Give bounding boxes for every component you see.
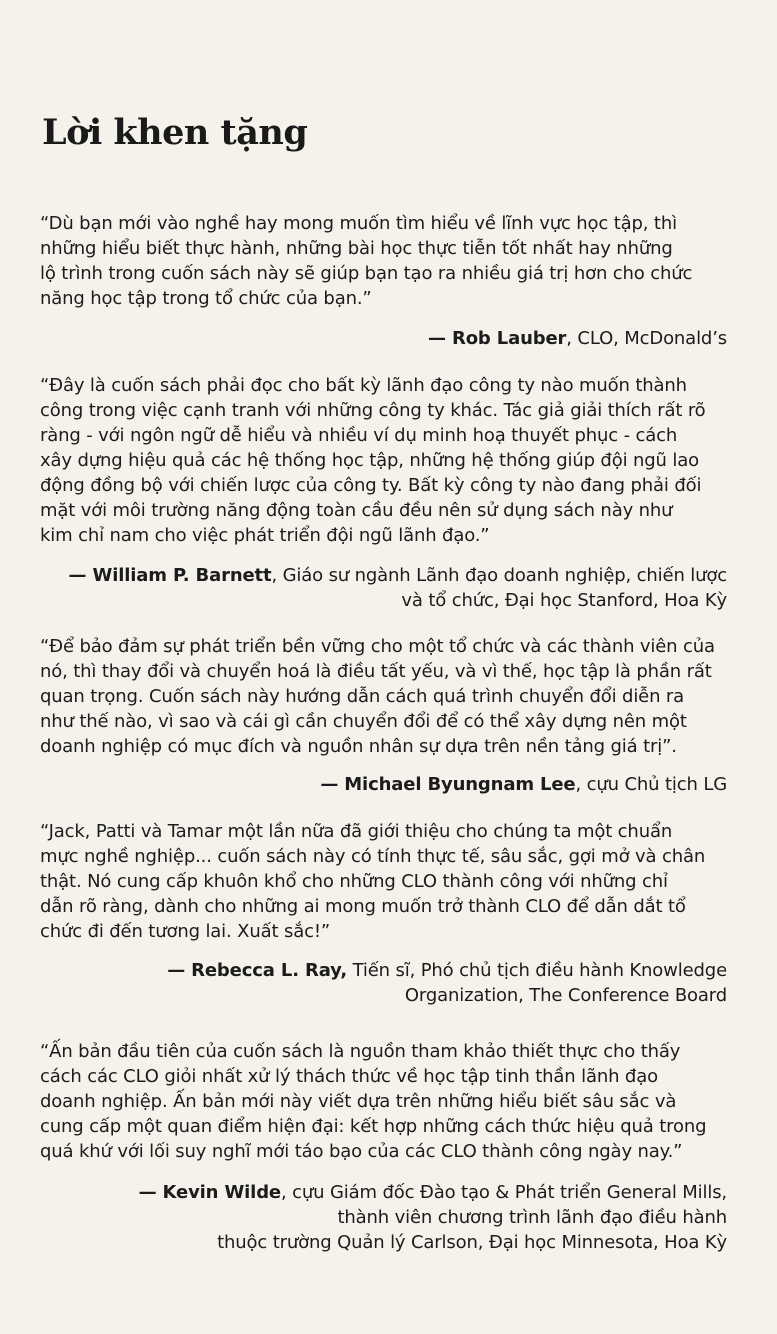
attribution-title: Organization, The Conference Board bbox=[404, 985, 727, 1006]
attribution-name: — William P. Barnett bbox=[68, 565, 272, 586]
quote-line: cung cấp một quan điểm hiện đại: kết hợp những cách thức hiệu quả trong bbox=[40, 1116, 707, 1137]
attribution-name: — Rebecca L. Ray, bbox=[167, 960, 348, 981]
quote-line: ràng - với ngôn ngữ dễ hiểu và nhiều ví dụ minh hoạ thuyết phục - cách bbox=[40, 425, 678, 446]
testimonial-attribution-michael-lee bbox=[37, 772, 727, 797]
quote-line: năng học tập trong tổ chức của bạn.” bbox=[40, 288, 372, 309]
quote-line: nó, thì thay đổi và chuyển hoá là điều tất yếu, và vì thế, học tập là phần rất bbox=[40, 661, 712, 682]
quote-line: như thế nào, vì sao và cái gì cần chuyển đổi để có thể xây dựng nên một bbox=[40, 711, 687, 732]
testimonial-attribution-rebecca-ray bbox=[37, 958, 727, 1008]
attribution-title: và tổ chức, Đại học Stanford, Hoa Kỳ bbox=[401, 590, 727, 611]
quote-line: chức đi đến tương lai. Xuất sắc!” bbox=[40, 921, 331, 942]
testimonial-quote-william-barnett bbox=[40, 373, 730, 548]
attribution-title: , cựu Chủ tịch LG bbox=[575, 774, 727, 795]
quote-line: doanh nghiệp. Ấn bản mới này viết dựa trên những hiểu biết sâu sắc và bbox=[40, 1091, 677, 1112]
testimonial-attribution-kevin-wilde bbox=[37, 1180, 727, 1255]
quote-line: “Dù bạn mới vào nghề hay mong muốn tìm hiểu về lĩnh vực học tập, thì bbox=[40, 213, 677, 234]
quote-line: thật. Nó cung cấp khuôn khổ cho những CLO thành công với những chỉ bbox=[40, 871, 668, 892]
quote-line: lộ trình trong cuốn sách này sẽ giúp bạn tạo ra nhiều giá trị hơn cho chức bbox=[40, 263, 693, 284]
testimonial-quote-michael-lee bbox=[40, 634, 730, 759]
attribution-title: thuộc trường Quản lý Carlson, Đại học Minnesota, Hoa Kỳ bbox=[217, 1232, 727, 1253]
quote-line: “Ấn bản đầu tiên của cuốn sách là nguồn tham khảo thiết thực cho thấy bbox=[40, 1041, 681, 1062]
quote-line: quan trọng. Cuốn sách này hướng dẫn cách quá trình chuyển đổi diễn ra bbox=[40, 686, 685, 707]
attribution-name: — Rob Lauber bbox=[428, 328, 567, 349]
quote-line: “Để bảo đảm sự phát triển bền vững cho một tổ chức và các thành viên của bbox=[40, 636, 715, 657]
quote-line: động đồng bộ với chiến lược của công ty. Bất kỳ công ty nào đang phải đối bbox=[40, 475, 702, 496]
quote-line: “Đây là cuốn sách phải đọc cho bất kỳ lãnh đạo công ty nào muốn thành bbox=[40, 375, 687, 396]
testimonial-quote-kevin-wilde bbox=[40, 1039, 730, 1164]
page-title: Lời khen tặng bbox=[42, 112, 308, 153]
quote-line: mực nghề nghiệp... cuốn sách này có tính thực tế, sâu sắc, gợi mở và chân bbox=[40, 846, 706, 867]
quote-line: “Jack, Patti và Tamar một lần nữa đã giới thiệu cho chúng ta một chuẩn bbox=[40, 821, 673, 842]
testimonial-attribution-william-barnett bbox=[37, 563, 727, 613]
testimonial-quote-rebecca-ray bbox=[40, 819, 730, 944]
attribution-title: , cựu Giám đốc Đào tạo & Phát triển General Mills, bbox=[281, 1182, 727, 1203]
quote-line: cách các CLO giỏi nhất xử lý thách thức về học tập tinh thần lãnh đạo bbox=[40, 1066, 658, 1087]
quote-line: dẫn rõ ràng, dành cho những ai mong muốn trở thành CLO để dẫn dắt tổ bbox=[40, 896, 686, 917]
quote-line: mặt với môi trường năng động toàn cầu đều nên sử dụng sách này như bbox=[40, 500, 673, 521]
testimonial-quote-rob-lauber bbox=[40, 211, 730, 311]
attribution-title: thành viên chương trình lãnh đạo điều hành bbox=[337, 1207, 727, 1228]
quote-line: công trong việc cạnh tranh với những công ty khác. Tác giả giải thích rất rõ bbox=[40, 400, 706, 421]
quote-line: kim chỉ nam cho việc phát triển đội ngũ lãnh đạo.” bbox=[40, 525, 490, 546]
attribution-name: — Michael Byungnam Lee bbox=[320, 774, 576, 795]
quote-line: quá khứ với lối suy nghĩ mới táo bạo của các CLO thành công ngày nay.” bbox=[40, 1141, 683, 1162]
attribution-title: Tiến sĩ, Phó chủ tịch điều hành Knowledge bbox=[347, 960, 727, 981]
quote-line: xây dựng hiệu quả các hệ thống học tập, những hệ thống giúp đội ngũ lao bbox=[40, 450, 699, 471]
quote-line: những hiểu biết thực hành, những bài học thực tiễn tốt nhất hay những bbox=[40, 238, 673, 259]
quote-line: doanh nghiệp có mục đích và nguồn nhân sự dựa trên nền tảng giá trị”. bbox=[40, 736, 677, 757]
testimonial-attribution-rob-lauber bbox=[37, 326, 727, 351]
attribution-name: — Kevin Wilde bbox=[138, 1182, 281, 1203]
attribution-title: , CLO, McDonald’s bbox=[566, 328, 727, 349]
attribution-title: , Giáo sư ngành Lãnh đạo doanh nghiệp, chiến lược bbox=[271, 565, 727, 586]
